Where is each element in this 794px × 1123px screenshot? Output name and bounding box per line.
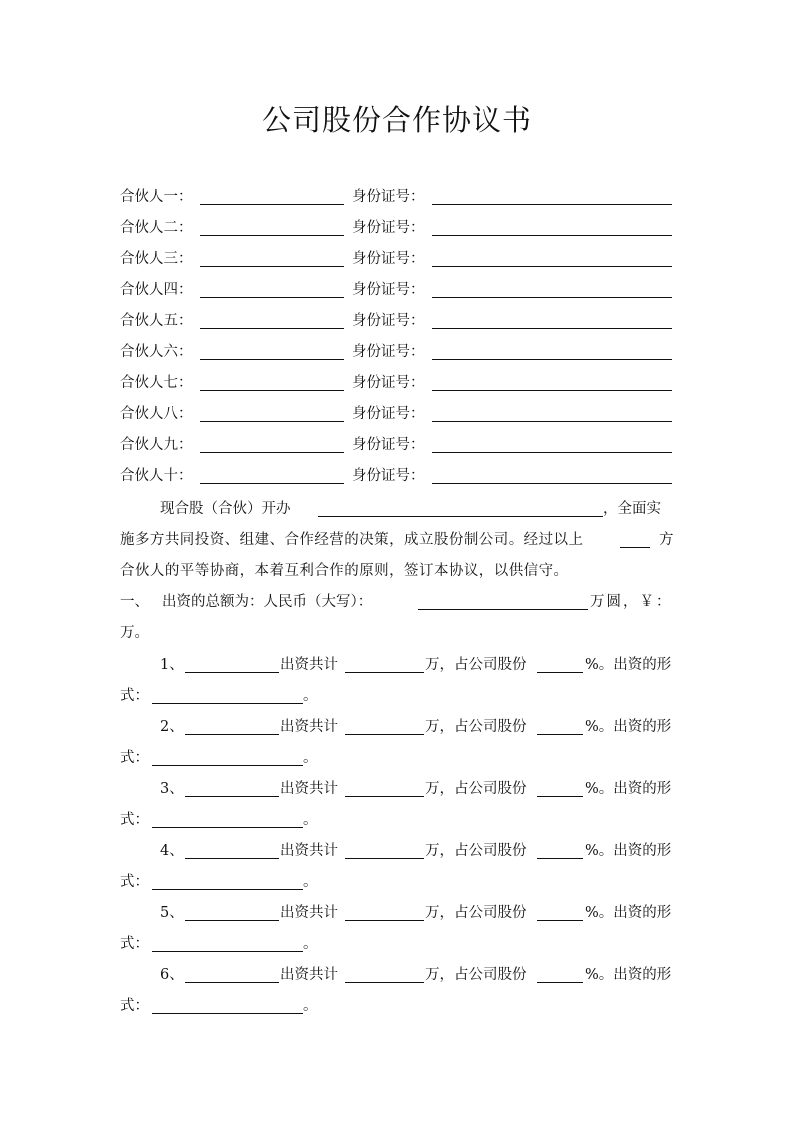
id-number-field[interactable]	[432, 466, 672, 484]
contribution-amount-field[interactable]	[345, 717, 424, 735]
id-label: 身份证号：	[352, 313, 425, 329]
id-number-field[interactable]	[432, 280, 672, 298]
party-count-field[interactable]	[620, 530, 650, 548]
partner-name-field[interactable]	[200, 435, 344, 453]
partner-name-field[interactable]	[200, 373, 344, 391]
contribution-text: 式：	[120, 874, 149, 890]
contribution-text: 万，占公司股份	[425, 905, 527, 921]
contribution-text: 出资共计	[280, 843, 338, 859]
contribution-text: 。	[303, 812, 318, 828]
contribution-text: 万，占公司股份	[425, 843, 527, 859]
partner-label: 合伙人三：	[120, 251, 193, 267]
partner-label: 合伙人四：	[120, 282, 193, 298]
intro-text: 现合股（合伙）开办	[160, 501, 291, 517]
partner-label: 合伙人六：	[120, 344, 193, 360]
contribution-text: %。出资的形	[585, 905, 672, 921]
contribution-text: 。	[303, 688, 318, 704]
share-percent-field[interactable]	[537, 965, 583, 983]
contribution-form-field[interactable]	[152, 872, 303, 890]
id-number-field[interactable]	[432, 404, 672, 422]
contribution-number: 2、	[160, 719, 184, 735]
contribution-form-field[interactable]	[152, 748, 303, 766]
partner-label: 合伙人一：	[120, 189, 193, 205]
id-number-field[interactable]	[432, 187, 672, 205]
share-percent-field[interactable]	[537, 779, 583, 797]
share-percent-field[interactable]	[537, 903, 583, 921]
partner-label: 合伙人十：	[120, 468, 193, 484]
contribution-text: 万，占公司股份	[425, 719, 527, 735]
contribution-number: 5、	[160, 905, 184, 921]
document-title: 公司股份合作协议书	[261, 103, 532, 137]
contribution-text: 式：	[120, 998, 149, 1014]
partner-name-field[interactable]	[200, 187, 344, 205]
contributor-name-field[interactable]	[185, 965, 279, 983]
contribution-amount-field[interactable]	[345, 841, 424, 859]
id-label: 身份证号：	[352, 220, 425, 236]
contribution-text: 式：	[120, 936, 149, 952]
contribution-text: 万，占公司股份	[425, 967, 527, 983]
contribution-amount-field[interactable]	[345, 779, 424, 797]
id-label: 身份证号：	[352, 468, 425, 484]
id-number-field[interactable]	[432, 373, 672, 391]
section-number: 一、	[120, 594, 149, 610]
id-label: 身份证号：	[352, 282, 425, 298]
share-percent-field[interactable]	[537, 717, 583, 735]
intro-text: 方	[659, 532, 674, 548]
partner-name-field[interactable]	[200, 311, 344, 329]
id-label: 身份证号：	[352, 437, 425, 453]
intro-text: 合伙人的平等协商，本着互利合作的原则，签订本协议，以供信守。	[120, 563, 569, 579]
contribution-text: 出资共计	[280, 967, 338, 983]
contribution-form-field[interactable]	[152, 810, 303, 828]
contribution-text: 式：	[120, 750, 149, 766]
contribution-number: 6、	[160, 967, 184, 983]
contribution-text: %。出资的形	[585, 657, 672, 673]
partner-name-field[interactable]	[200, 249, 344, 267]
contribution-text: 式：	[120, 688, 149, 704]
contribution-text: 式：	[120, 812, 149, 828]
id-label: 身份证号：	[352, 251, 425, 267]
contribution-text: 出资共计	[280, 719, 338, 735]
contribution-form-field[interactable]	[152, 996, 303, 1014]
id-label: 身份证号：	[352, 406, 425, 422]
intro-text: ，全面实	[603, 501, 661, 517]
id-number-field[interactable]	[432, 218, 672, 236]
partner-name-field[interactable]	[200, 466, 344, 484]
contribution-amount-field[interactable]	[345, 903, 424, 921]
id-number-field[interactable]	[432, 249, 672, 267]
contribution-text: 。	[303, 750, 318, 766]
total-amount-field[interactable]	[418, 592, 588, 610]
contribution-form-field[interactable]	[152, 686, 303, 704]
contribution-text: 。	[303, 936, 318, 952]
section-text: 出资的总额为：人民币（大写）：	[162, 594, 373, 610]
contribution-text: 出资共计	[280, 905, 338, 921]
contribution-text: 。	[303, 874, 318, 890]
contribution-number: 4、	[160, 843, 184, 859]
id-number-field[interactable]	[432, 435, 672, 453]
share-percent-field[interactable]	[537, 655, 583, 673]
contribution-text: %。出资的形	[585, 843, 672, 859]
contribution-text: 万，占公司股份	[425, 657, 527, 673]
contribution-text: 出资共计	[280, 657, 338, 673]
contribution-amount-field[interactable]	[345, 655, 424, 673]
contribution-amount-field[interactable]	[345, 965, 424, 983]
section-unit: 万圆，￥：	[590, 594, 673, 610]
contribution-text: %。出资的形	[585, 781, 672, 797]
share-percent-field[interactable]	[537, 841, 583, 859]
contribution-number: 1、	[160, 657, 184, 673]
id-label: 身份证号：	[352, 189, 425, 205]
id-label: 身份证号：	[352, 344, 425, 360]
contributor-name-field[interactable]	[185, 903, 279, 921]
partner-label: 合伙人八：	[120, 406, 193, 422]
contribution-text: 出资共计	[280, 781, 338, 797]
partner-name-field[interactable]	[200, 218, 344, 236]
id-number-field[interactable]	[432, 342, 672, 360]
business-name-field[interactable]	[318, 499, 603, 517]
partner-label: 合伙人五：	[120, 313, 193, 329]
contributor-name-field[interactable]	[185, 655, 279, 673]
partner-name-field[interactable]	[200, 280, 344, 298]
partner-label: 合伙人二：	[120, 220, 193, 236]
contribution-text: 。	[303, 998, 318, 1014]
id-number-field[interactable]	[432, 311, 672, 329]
intro-text: 施多方共同投资、组建、合作经营的决策，成立股份制公司。经过以上	[120, 532, 584, 548]
partner-name-field[interactable]	[200, 404, 344, 422]
contribution-text: %。出资的形	[585, 967, 672, 983]
contribution-text: 万，占公司股份	[425, 781, 527, 797]
contributor-name-field[interactable]	[185, 841, 279, 859]
partner-name-field[interactable]	[200, 342, 344, 360]
partner-label: 合伙人九：	[120, 437, 193, 453]
id-label: 身份证号：	[352, 375, 425, 391]
contribution-form-field[interactable]	[152, 934, 303, 952]
contributor-name-field[interactable]	[185, 717, 279, 735]
contribution-number: 3、	[160, 781, 184, 797]
partner-label: 合伙人七：	[120, 375, 193, 391]
section-text: 万。	[120, 625, 149, 641]
contribution-text: %。出资的形	[585, 719, 672, 735]
contributor-name-field[interactable]	[185, 779, 279, 797]
